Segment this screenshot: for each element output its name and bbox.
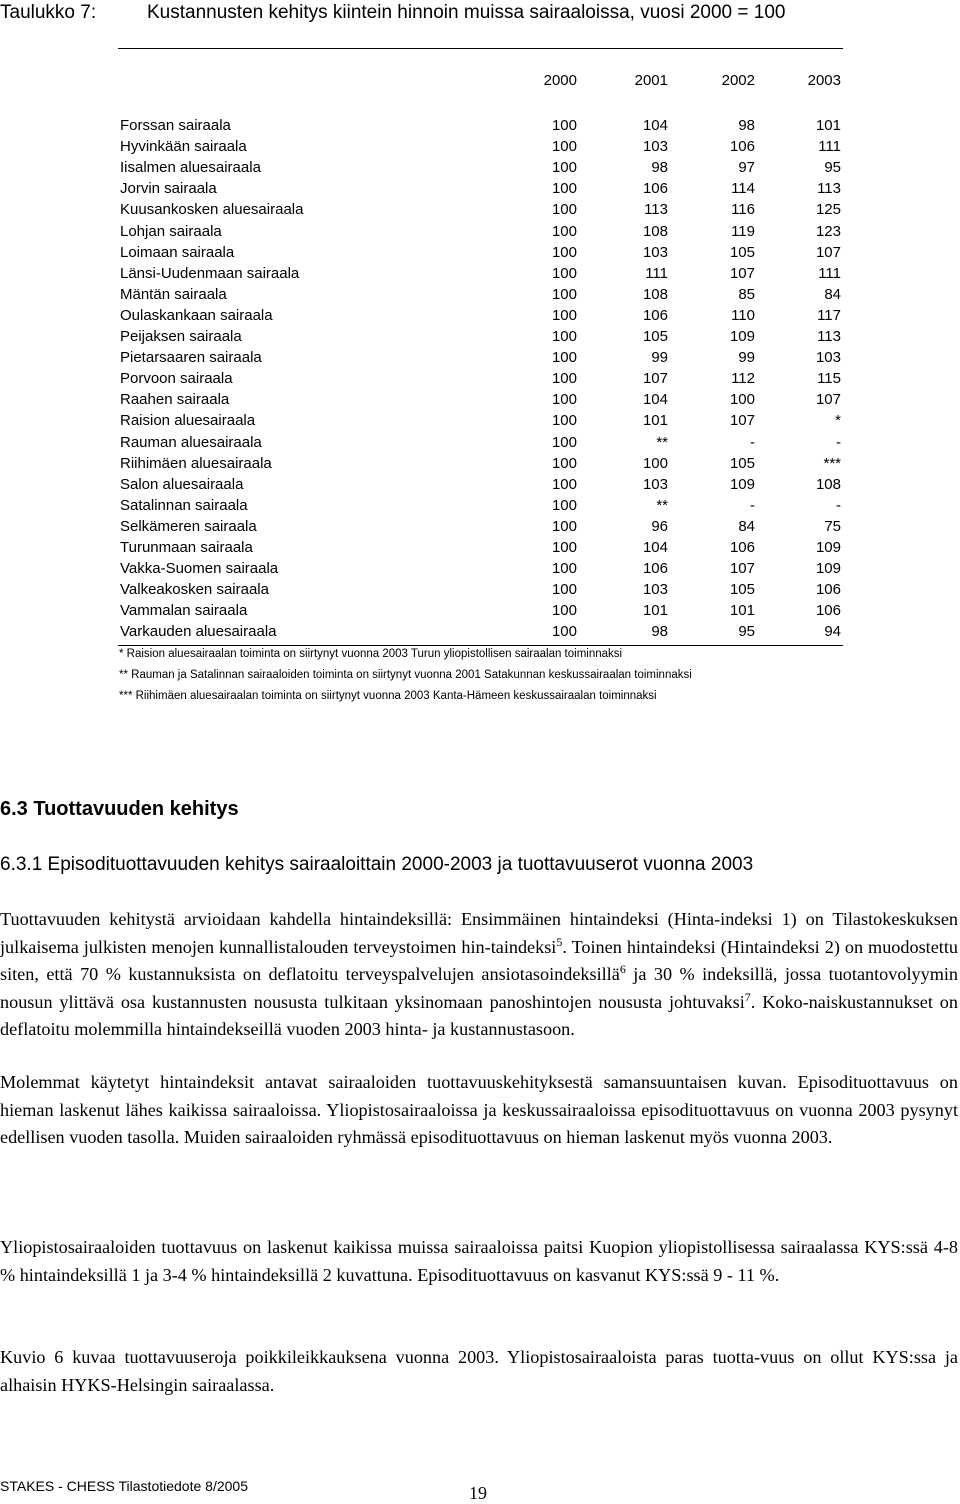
table-note: ** Rauman ja Satalinnan sairaaloiden toiminta on siirtynyt vuonna 2001 Satakunnan keskussairaalan toiminnaksi [119, 669, 692, 681]
value-cell: 123 [815, 222, 841, 240]
value-cell: 100 [551, 391, 577, 409]
section-heading: 6.3 Tuottavuuden kehitys [0, 798, 239, 820]
paragraph-text: ja 30 % indeksillä, jossa tuotantovolyymin nousun ylittävä osa kustannusten noususta tulkitaan yksinomaan panoshintojen noususta johtuvaksi [0, 964, 958, 1012]
table-note: * Raision aluesairaalan toiminta on siirtynyt vuonna 2003 Turun yliopistollisen sairaalan toiminnaksi [119, 648, 623, 660]
paragraph-text: . Koko-naiskustannukset on deflatoitu molemmilla hintaindekseillä vuoden 2003 hinta- ja kustannustasoon. [0, 991, 958, 1039]
value-cell: 100 [551, 581, 577, 599]
value-cell: 100 [551, 180, 577, 198]
footnote-ref: 6 [619, 961, 626, 976]
hospital-name-cell: Valkeakosken sairaala [120, 581, 269, 599]
table-row [118, 347, 843, 368]
value-cell: 113 [817, 180, 841, 198]
hospital-name-cell: Peijaksen sairaala [120, 328, 242, 345]
value-cell: 108 [642, 285, 668, 303]
table-row [118, 305, 843, 326]
value-cell: 100 [551, 306, 577, 324]
value-cell: ** [656, 433, 668, 451]
table-bottom-rule [118, 645, 843, 646]
table-row [118, 157, 843, 178]
value-cell: 97 [738, 159, 755, 177]
table-row [118, 516, 843, 537]
table-row [118, 389, 843, 410]
value-cell: 106 [815, 602, 841, 620]
hospital-name-cell: Iisalmen aluesairaala [120, 159, 261, 177]
value-cell: 113 [644, 201, 668, 219]
value-cell: 100 [551, 560, 577, 578]
hospital-name-cell: Raision aluesairaala [120, 412, 256, 430]
value-cell: 109 [815, 560, 841, 578]
value-cell: 100 [551, 243, 577, 261]
table-row [118, 368, 843, 389]
paragraph-university: Yliopistosairaaloiden tuottavuus on laskenut kaikissa muissa sairaaloissa paitsi Kuopion yliopistollisessa sairaalassa KYS:ssä 4-8 % hintaindeksillä 1 ja 3-4 % hintaindeksillä 2 kuvattuna. Episodituottavuus on kasvanut KYS:ssä 9 - 11 %. [0, 1237, 958, 1285]
hospital-name-cell: Lohjan sairaala [120, 222, 222, 240]
value-cell: 100 [551, 264, 577, 282]
value-cell: 106 [642, 560, 668, 578]
hospital-name-cell: Raahen sairaala [120, 391, 230, 409]
value-cell: 100 [551, 454, 577, 472]
value-cell: 106 [642, 180, 668, 198]
column-header-2003: 2003 [807, 72, 841, 89]
subsection-heading: 6.3.1 Episodituottavuuden kehitys sairaaloittain 2000-2003 ja tuottavuuserot vuonna 2003 [0, 854, 754, 875]
value-cell: 100 [551, 475, 577, 493]
value-cell: 98 [738, 117, 755, 134]
value-cell: 105 [642, 328, 668, 345]
hospital-name-cell: Loimaan sairaala [120, 243, 235, 261]
value-cell: 107 [729, 412, 755, 430]
hospital-name-cell: Turunmaan sairaala [120, 539, 253, 556]
hospital-name-cell: Vakka-Suomen sairaala [120, 560, 279, 578]
table-header-row [118, 72, 843, 92]
value-cell: 101 [642, 412, 668, 430]
value-cell: 100 [551, 496, 577, 514]
value-cell: 109 [729, 328, 755, 345]
value-cell: *** [823, 454, 841, 472]
hospital-name-cell: Mäntän sairaala [120, 285, 227, 303]
paragraph-text: . Toinen hintaindeksi (Hintaindeksi 2) on muodostettu siten, että 70 % kustannuksista on deflatoitu terveyspalvelujen ansiotasoindeksillä [0, 936, 958, 984]
value-cell: 100 [551, 349, 577, 367]
column-header-2001: 2001 [634, 72, 668, 89]
footnote-ref: 7 [744, 989, 751, 1004]
value-cell: 103 [815, 349, 841, 367]
table-row [118, 474, 843, 495]
value-cell: 104 [642, 539, 668, 556]
value-cell: 100 [551, 539, 577, 556]
paragraph-indices [0, 906, 958, 1044]
table-row [118, 115, 843, 136]
value-cell: 115 [817, 370, 841, 388]
value-cell: * [835, 412, 841, 430]
value-cell: 101 [642, 602, 668, 620]
hospital-name-cell: Porvoon sairaala [120, 370, 233, 388]
table-caption-title: Kustannusten kehitys kiintein hinnoin muissa sairaaloissa, vuosi 2000 = 100 [147, 2, 786, 23]
value-cell: 101 [729, 602, 755, 620]
value-cell: 108 [642, 222, 668, 240]
table-row [118, 432, 843, 453]
value-cell: - [750, 496, 755, 514]
value-cell: 105 [729, 454, 755, 472]
hospital-name-cell: Kuusankosken aluesairaala [120, 201, 304, 219]
hospital-name-cell: Riihimäen aluesairaala [120, 454, 272, 472]
value-cell: 98 [651, 623, 668, 641]
paragraph-text: Tuottavuuden kehitystä arvioidaan kahdella hintaindeksillä: Ensimmäinen hintaindeksi (Hinta-indeksi 1) on Tilastokeskuksen julkaisema julkisten menojen kunnallistalouden terveystoimen hin-taindeksi [0, 909, 958, 957]
value-cell: 100 [551, 517, 577, 535]
value-cell: - [750, 433, 755, 451]
value-cell: 100 [551, 201, 577, 219]
value-cell: 95 [738, 623, 755, 641]
value-cell: 107 [815, 243, 841, 261]
value-cell: 96 [651, 517, 668, 535]
value-cell: 95 [824, 159, 841, 177]
value-cell: 99 [651, 349, 668, 367]
hospital-name-cell: Länsi-Uudenmaan sairaala [120, 264, 300, 282]
value-cell: 101 [815, 117, 841, 134]
value-cell: 100 [551, 370, 577, 388]
hospital-name-cell: Jorvin sairaala [120, 180, 217, 198]
value-cell: 103 [642, 138, 668, 156]
value-cell: 119 [731, 222, 755, 240]
table-row [118, 621, 843, 642]
value-cell: 84 [824, 285, 841, 303]
value-cell: 100 [551, 285, 577, 303]
value-cell: 117 [817, 306, 841, 324]
hospital-name-cell: Oulaskankaan sairaala [120, 306, 273, 324]
value-cell: 111 [818, 138, 841, 156]
value-cell: 100 [551, 433, 577, 451]
hospital-name-cell: Satalinnan sairaala [120, 496, 248, 514]
value-cell: 75 [824, 517, 841, 535]
value-cell: 106 [729, 539, 755, 556]
value-cell: 94 [824, 623, 841, 641]
value-cell: ** [656, 496, 668, 514]
hospital-name-cell: Vammalan sairaala [120, 602, 248, 620]
footnote-ref: 5 [556, 934, 563, 949]
value-cell: 100 [551, 412, 577, 430]
value-cell: - [836, 433, 841, 451]
hospital-name-cell: Salon aluesairaala [120, 475, 244, 493]
hospital-name-cell: Selkämeren sairaala [120, 517, 257, 535]
value-cell: 84 [738, 517, 755, 535]
value-cell: 110 [731, 306, 755, 324]
table-row [118, 326, 843, 347]
value-cell: 103 [642, 243, 668, 261]
table-row [118, 410, 843, 431]
value-cell: 104 [642, 391, 668, 409]
value-cell: 114 [731, 180, 755, 198]
table-note: *** Riihimäen aluesairaalan toiminta on siirtynyt vuonna 2003 Kanta-Hämeen keskussairaalan toiminnaksi [119, 690, 657, 702]
value-cell: 111 [645, 264, 668, 282]
value-cell: 100 [551, 602, 577, 620]
value-cell: 107 [815, 391, 841, 409]
value-cell: 109 [729, 475, 755, 493]
value-cell: 100 [551, 159, 577, 177]
value-cell: 103 [642, 475, 668, 493]
value-cell: 98 [651, 159, 668, 177]
value-cell: 109 [815, 539, 841, 556]
table-top-rule [118, 48, 843, 49]
hospital-name-cell: Rauman aluesairaala [120, 433, 262, 451]
table-row [118, 284, 843, 305]
value-cell: 106 [729, 138, 755, 156]
table-row [118, 537, 843, 558]
value-cell: 99 [738, 349, 755, 367]
value-cell: 100 [551, 117, 577, 134]
value-cell: 113 [817, 328, 841, 345]
table-row [118, 453, 843, 474]
table-row [118, 136, 843, 157]
footer-source: STAKES - CHESS Tilastotiedote 8/2005 [0, 1478, 248, 1494]
value-cell: 107 [729, 560, 755, 578]
paragraph-figure: Kuvio 6 kuvaa tuottavuuseroja poikkileikkauksena vuonna 2003. Yliopistosairaaloista paras tuotta-vuus on ollut KYS:ssa ja alhaisin HYKS-Helsingin sairaalassa. [0, 1347, 958, 1395]
paragraph-trend: Molemmat käytetyt hintaindeksit antavat sairaaloiden tuottavuuskehityksestä samansuuntaisen kuvan. Episodituottavuus on hieman laskenut lähes kaikissa sairaaloissa. Yliopistosairaaloissa ja keskussairaaloissa episodituottavuus on vuonna 2003 pysynyt edellisen vuoden tasolla. Muiden sairaaloiden ryhmässä episodituottavuus on hieman laskenut myös vuonna 2003. [0, 1072, 958, 1147]
value-cell: 103 [642, 581, 668, 599]
value-cell: 100 [729, 391, 755, 409]
value-cell: 85 [738, 285, 755, 303]
column-header-2002: 2002 [721, 72, 755, 89]
hospital-name-cell: Pietarsaaren sairaala [120, 349, 262, 367]
value-cell: 107 [729, 264, 755, 282]
value-cell: 116 [731, 201, 755, 219]
table-row [118, 558, 843, 579]
hospital-name-cell: Forssan sairaala [120, 117, 231, 134]
value-cell: 100 [551, 623, 577, 641]
table-row [118, 199, 843, 220]
value-cell: 106 [642, 306, 668, 324]
value-cell: 100 [551, 138, 577, 156]
table-row [118, 178, 843, 199]
value-cell: 105 [729, 581, 755, 599]
value-cell: 125 [815, 201, 841, 219]
hospital-name-cell: Hyvinkään sairaala [120, 138, 247, 156]
value-cell: 100 [551, 222, 577, 240]
value-cell: 105 [729, 243, 755, 261]
column-header-2000: 2000 [543, 72, 577, 89]
table-row [118, 242, 843, 263]
table-caption-label: Taulukko 7: [0, 2, 97, 23]
value-cell: 107 [642, 370, 668, 388]
value-cell: 104 [642, 117, 668, 134]
value-cell: 108 [815, 475, 841, 493]
value-cell: 106 [815, 581, 841, 599]
value-cell: - [836, 496, 841, 514]
table-row [118, 600, 843, 621]
table-row [118, 495, 843, 516]
table-row [118, 263, 843, 284]
value-cell: 111 [818, 264, 841, 282]
table-row [118, 579, 843, 600]
value-cell: 100 [551, 328, 577, 345]
value-cell: 100 [642, 454, 668, 472]
page-number: 19 [469, 1483, 487, 1503]
value-cell: 112 [731, 370, 755, 388]
table-row [118, 221, 843, 242]
hospital-name-cell: Varkauden aluesairaala [120, 623, 277, 641]
